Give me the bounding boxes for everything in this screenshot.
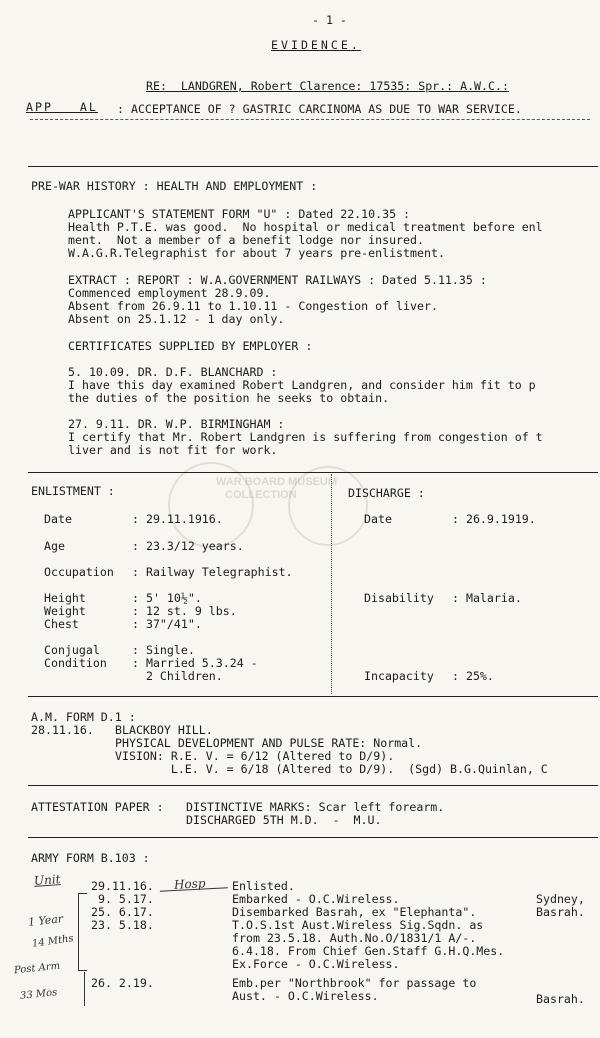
enlistment-conjugal-label: Conjugal (44, 643, 100, 657)
discharge-heading: DISCHARGE : (348, 486, 425, 500)
statement-line-2: ment. Not a member of a benefit lodge nor insured. (68, 233, 424, 247)
handwritten-hosp: Hosp (173, 876, 206, 892)
army-entry-4-date: 23. 5.18. (91, 918, 154, 932)
handwritten-bracket-bottom (84, 972, 91, 1006)
am-form-date: 28.11.16. (31, 723, 94, 737)
enlistment-height-label: Height (44, 591, 86, 605)
handwritten-year: 1 Year (27, 912, 64, 929)
extract-line-3: Absent on 25.1.12 - 1 day only. (68, 312, 285, 326)
enlistment-height-value: : 5' 10½". (132, 591, 202, 605)
attestation-line-1: DISTINCTIVE MARKS: Scar left forearm. (186, 800, 445, 814)
extract-line-1: Commenced employment 28.9.09. (68, 286, 271, 300)
enlistment-age-label: Age (44, 539, 65, 553)
enlistment-occupation-label: Occupation (44, 565, 114, 579)
army-entry-3-text: Disembarked Basrah, ex "Elephanta". (232, 905, 477, 919)
certificate-1-header: 5. 10.09. DR. D.F. BLANCHARD : (68, 365, 278, 379)
enlistment-heading: ENLISTMENT : (31, 484, 115, 498)
certificates-title: CERTIFICATES SUPPLIED BY EMPLOYER : (68, 339, 313, 353)
extract-title: EXTRACT : REPORT : W.A.GOVERNMENT RAILWAYS : Dated 5.11.35 : (68, 273, 487, 287)
extract-line-2: Absent from 26.9.11 to 1.10.11 - Congestion of liver. (68, 299, 438, 313)
army-entry-2-date: 9. 5.17. (91, 892, 154, 906)
handwritten-hosp-line (160, 887, 228, 898)
handwritten-post: Post Arm (13, 960, 61, 977)
army-entry-3-place: Basrah. (536, 905, 585, 919)
appeal-text: : ACCEPTANCE OF ? GASTRIC CARCINOMA AS DUE TO WAR SERVICE. (117, 102, 522, 116)
enlistment-date-value: : 29.11.1916. (132, 512, 223, 526)
army-entry-2-text: Embarked - O.C.Wireless. (232, 892, 400, 906)
am-form-line-2: PHYSICAL DEVELOPMENT AND PULSE RATE: Normal. (115, 736, 423, 750)
statement-line-1: Health P.T.E. was good. No hospital or medical treatment before enl (68, 220, 543, 234)
certificate-1-line-1: I have this day examined Robert Landgren, and consider him fit to p (68, 378, 536, 392)
enlistment-weight-value: : 12 st. 9 lbs. (132, 604, 237, 618)
certificate-2-line-2: liver and is not fit for work. (68, 443, 278, 457)
army-entry-7-text: Ex.Force - O.C.Wireless. (232, 957, 400, 971)
page-heading: EVIDENCE. (271, 38, 361, 52)
page-number: - 1 - (312, 13, 347, 27)
am-form-line-3: VISION: R.E. V. = 6/12 (Altered to D/9). (115, 749, 395, 763)
handwritten-unit: Unit (33, 872, 61, 888)
am-form-title: A.M. FORM D.1 : (31, 710, 136, 724)
army-entry-1-text: Enlisted. (232, 879, 295, 893)
enlistment-conjugal-value: : Single. (132, 643, 195, 657)
discharge-date-value: : 26.9.1919. (452, 512, 536, 526)
army-entry-8-date: 26. 2.19. (91, 976, 154, 990)
enlistment-chest-value: : 37"/41". (132, 617, 202, 631)
certificate-1-line-2: the duties of the position he seeks to obtain. (68, 391, 390, 405)
handwritten-post-months: 33 Mos (19, 987, 58, 1002)
divider-attestation-top (28, 785, 598, 786)
handwritten-months: 14 Mths (31, 933, 75, 950)
enlistment-chest-label: Chest (44, 617, 79, 631)
prewar-heading: PRE-WAR HISTORY : HEALTH AND EMPLOYMENT : (31, 179, 318, 193)
certificate-2-header: 27. 9.11. DR. W.P. BIRMINGHAM : (68, 417, 285, 431)
watermark-seal-left (168, 462, 254, 548)
certificate-2-line-1: I certify that Mr. Robert Landgren is suffering from congestion of t (68, 430, 543, 444)
army-entry-9-place: Basrah. (536, 992, 585, 1006)
discharge-disability-value: : Malaria. (452, 591, 522, 605)
army-entry-4-text: T.O.S.1st Aust.Wireless Sig.Sqdn. as (232, 918, 484, 932)
discharge-incapacity-value: : 25%. (452, 669, 494, 683)
column-separator (331, 474, 332, 694)
army-entry-3-date: 25. 6.17. (91, 905, 154, 919)
discharge-disability-label: Disability (364, 591, 434, 605)
discharge-date-label: Date (364, 512, 392, 526)
enlistment-condition-value: : Married 5.3.24 - (132, 656, 258, 670)
statement-line-3: W.A.G.R.Telegraphist for about 7 years pre-enlistment. (68, 246, 445, 260)
army-entry-2-place: Sydney, (536, 892, 585, 906)
divider-am-form-top (28, 696, 598, 697)
army-entry-8-text: Emb.per "Northbrook" for passage to (232, 976, 477, 990)
divider-army-form-top (28, 837, 598, 838)
divider-top (28, 166, 598, 167)
enlistment-children-value: 2 Children. (132, 669, 223, 683)
army-entry-6-text: 6.4.18. From Chief Gen.Staff G.H.Q.Mes. (232, 944, 505, 958)
statement-title: APPLICANT'S STATEMENT FORM "U" : Dated 22.10.35 : (68, 207, 411, 221)
discharge-incapacity-label: Incapacity (364, 669, 434, 683)
enlistment-age-value: : 23.3/12 years. (132, 539, 244, 553)
am-form-line-4: L.E. V. = 6/18 (Altered to D/9). (Sgd) B.G.Quinlan, C (115, 762, 548, 776)
handwritten-bracket-top (78, 893, 87, 971)
enlistment-weight-label: Weight (44, 604, 86, 618)
appeal-label: APP AL (26, 100, 98, 114)
army-entry-1-date: 29.11.16. (91, 879, 154, 893)
appeal-strikethrough (30, 119, 590, 126)
enlistment-condition-label: Condition (44, 656, 107, 670)
enlistment-date-label: Date (44, 512, 72, 526)
re-line: RE: LANDGREN, Robert Clarence: 17535: Spr.: A.W.C.: (146, 79, 509, 93)
army-entry-9-text: Aust. - O.C.Wireless. (232, 989, 379, 1003)
enlistment-occupation-value: : Railway Telegraphist. (132, 565, 293, 579)
attestation-line-2: DISCHARGED 5TH M.D. - M.U. (186, 813, 382, 827)
attestation-label: ATTESTATION PAPER : (31, 800, 171, 814)
divider-enlistment-top (28, 472, 598, 473)
army-form-title: ARMY FORM B.103 : (31, 851, 150, 865)
am-form-line-1: BLACKBOY HILL. (115, 723, 213, 737)
watermark-text: WAR BOARD MUSEUM COLLECTION (216, 476, 337, 501)
army-entry-5-text: from 23.5.18. Auth.No.O/1831/1 A/-. (232, 931, 477, 945)
